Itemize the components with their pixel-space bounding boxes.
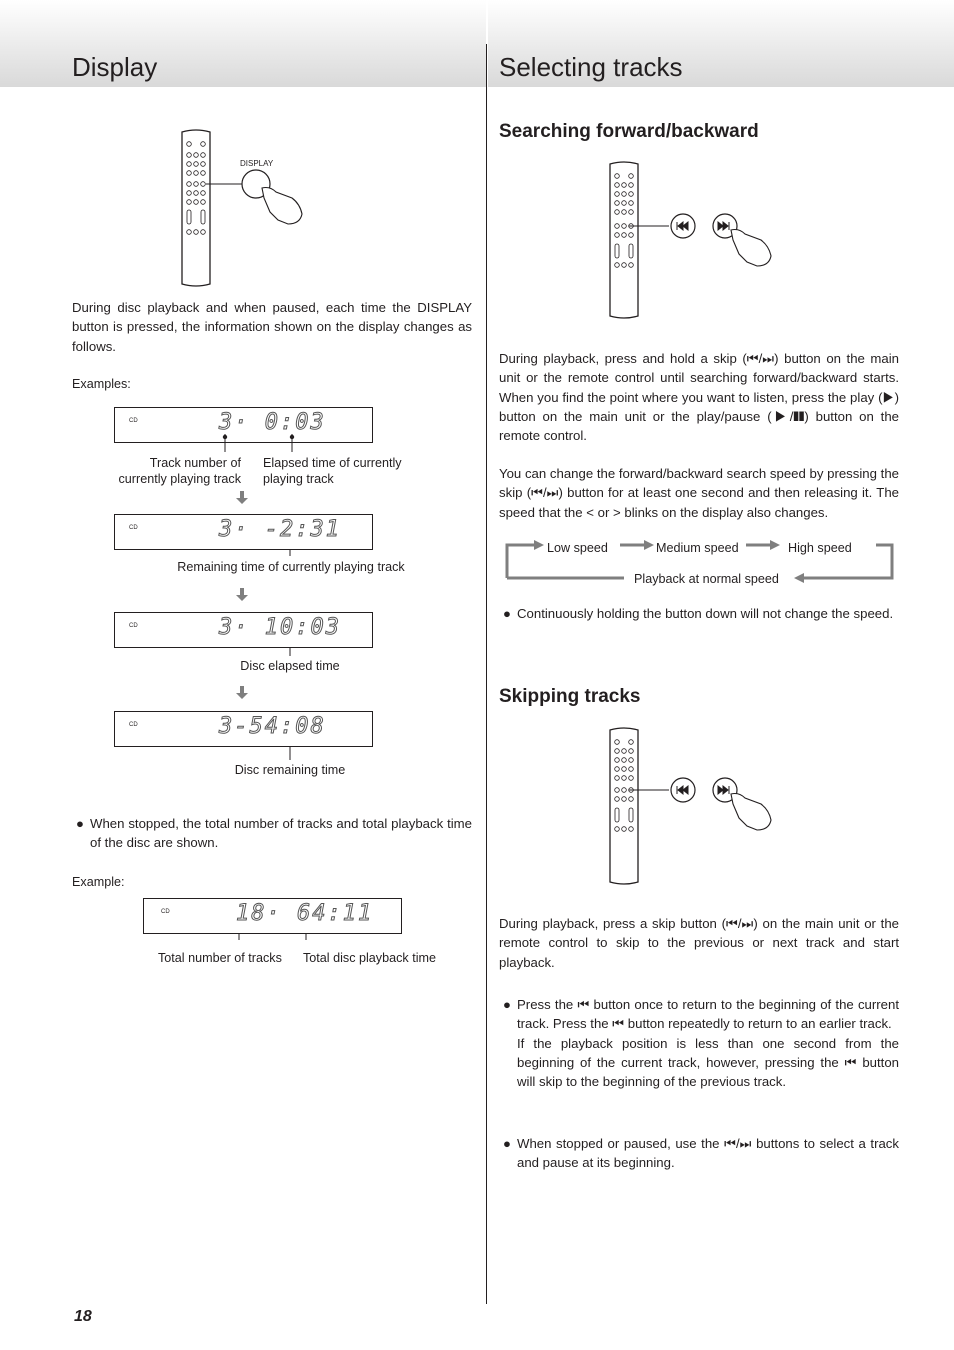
caption-total-tracks: Total number of tracks (158, 951, 282, 965)
example-label: Example: (72, 875, 125, 889)
skip-paragraph: During playback, press a skip button (⏮/⏭) on the main unit or the remote control to skip to the previous or next track and start playback. (499, 916, 899, 970)
speed-high: High speed (788, 541, 852, 555)
examples-label: Examples: (72, 377, 131, 391)
cd-indicator: CD (129, 722, 138, 728)
lcd-text-4: 3-54:08 (219, 714, 326, 739)
skip-bullet-1-text-b: If the playback position is less than one second from the beginning of the current track, however, pressing the ⏮ button will skip to the beginning of the previous track. (517, 1035, 899, 1090)
display-button-label: DISPLAY (240, 159, 274, 168)
lcd-display-4 (114, 711, 373, 747)
speed-medium: Medium speed (656, 541, 739, 555)
cd-indicator: CD (129, 418, 138, 424)
lcd-text-stopped: 18· 64:11 (236, 901, 374, 926)
page-number: 18 (74, 1308, 92, 1325)
display-intro-paragraph: During disc playback and when paused, each time the DISPLAY button is pressed, the information shown on the display changes as follows. (72, 300, 472, 354)
search-note-text: Continuously holding the button down will not change the speed. (517, 606, 894, 621)
caption-disc-remaining: Disc remaining time (234, 763, 346, 777)
lcd-display-2 (114, 514, 373, 550)
caption-remaining-time: Remaining time of currently playing track (177, 560, 405, 574)
caption-elapsed-time: Elapsed time of currently playing track (263, 456, 402, 486)
search-paragraph-1: During playback, press and hold a skip (⏮/⏭) button on the main unit or the remote control until searching forward/backward starts. When you find the point where you want to listen, press the play (▶) button on the main unit or the play/pause (▶/❚❚) button on the remote control. (499, 351, 899, 444)
lcd-display-stopped (143, 898, 402, 934)
section-title-selecting-tracks: Selecting tracks (499, 52, 683, 82)
remote-skip-illustration-2 (607, 726, 787, 888)
search-note: ● Continuously holding the button down will not change the speed. (503, 606, 894, 621)
search-paragraph-2: You can change the forward/backward search speed by pressing the skip (⏮/⏭) button for at least one second and then releasing it. The speed that the < or > blinks on the display also changes. (499, 466, 899, 520)
caption-disc-elapsed: Disc elapsed time (240, 659, 340, 673)
caption-total-time: Total disc playback time (303, 951, 436, 965)
heading-searching: Searching forward/backward (499, 121, 759, 142)
remote-skip-illustration-1 (607, 160, 787, 322)
lcd-text-1: 3· 0:03 (219, 410, 326, 435)
down-arrow-1 (235, 491, 249, 505)
speed-normal: Playback at normal speed (634, 572, 779, 586)
heading-skipping: Skipping tracks (499, 686, 641, 707)
skip-bullet-1-text-a: Press the ⏮ button once to return to the beginning of the current track. Press the ⏮ button repeatedly to return to an earlier track. (517, 997, 899, 1032)
skip-bullet-1: ● Press the ⏮ button once to return to the beginning of the current track. Press the ⏮ button repeatedly to return to an earlier track. If the playback position is less than one second from the beginning of the current track, however, pressing the ⏮ button will skip to the beginning of the previous track. (517, 995, 899, 1091)
caption-track-number: Track number of currently playing track (118, 456, 241, 486)
lcd-text-3: 3· 10:03 (219, 615, 341, 640)
cd-indicator: CD (161, 909, 170, 915)
skip-bullet-2-text: When stopped or paused, use the ⏮/⏭ buttons to select a track and pause at its beginning. (517, 1136, 899, 1171)
skip-bullet-2: ● When stopped or paused, use the ⏮/⏭ buttons to select a track and pause at its beginning. (503, 1136, 899, 1171)
down-arrow-3 (235, 686, 249, 700)
stopped-note: ● When stopped, the total number of tracks and total playback time of the disc are shown. (76, 816, 472, 851)
lcd-display-3 (114, 612, 373, 648)
lcd-text-2: 3· -2:31 (219, 517, 341, 542)
cd-indicator: CD (129, 525, 138, 531)
down-arrow-2 (235, 588, 249, 602)
speed-low: Low speed (547, 541, 608, 555)
stopped-note-text: When stopped, the total number of tracks and total playback time of the disc are shown. (90, 816, 472, 851)
cd-indicator: CD (129, 623, 138, 629)
section-title-display: Display (72, 52, 158, 82)
